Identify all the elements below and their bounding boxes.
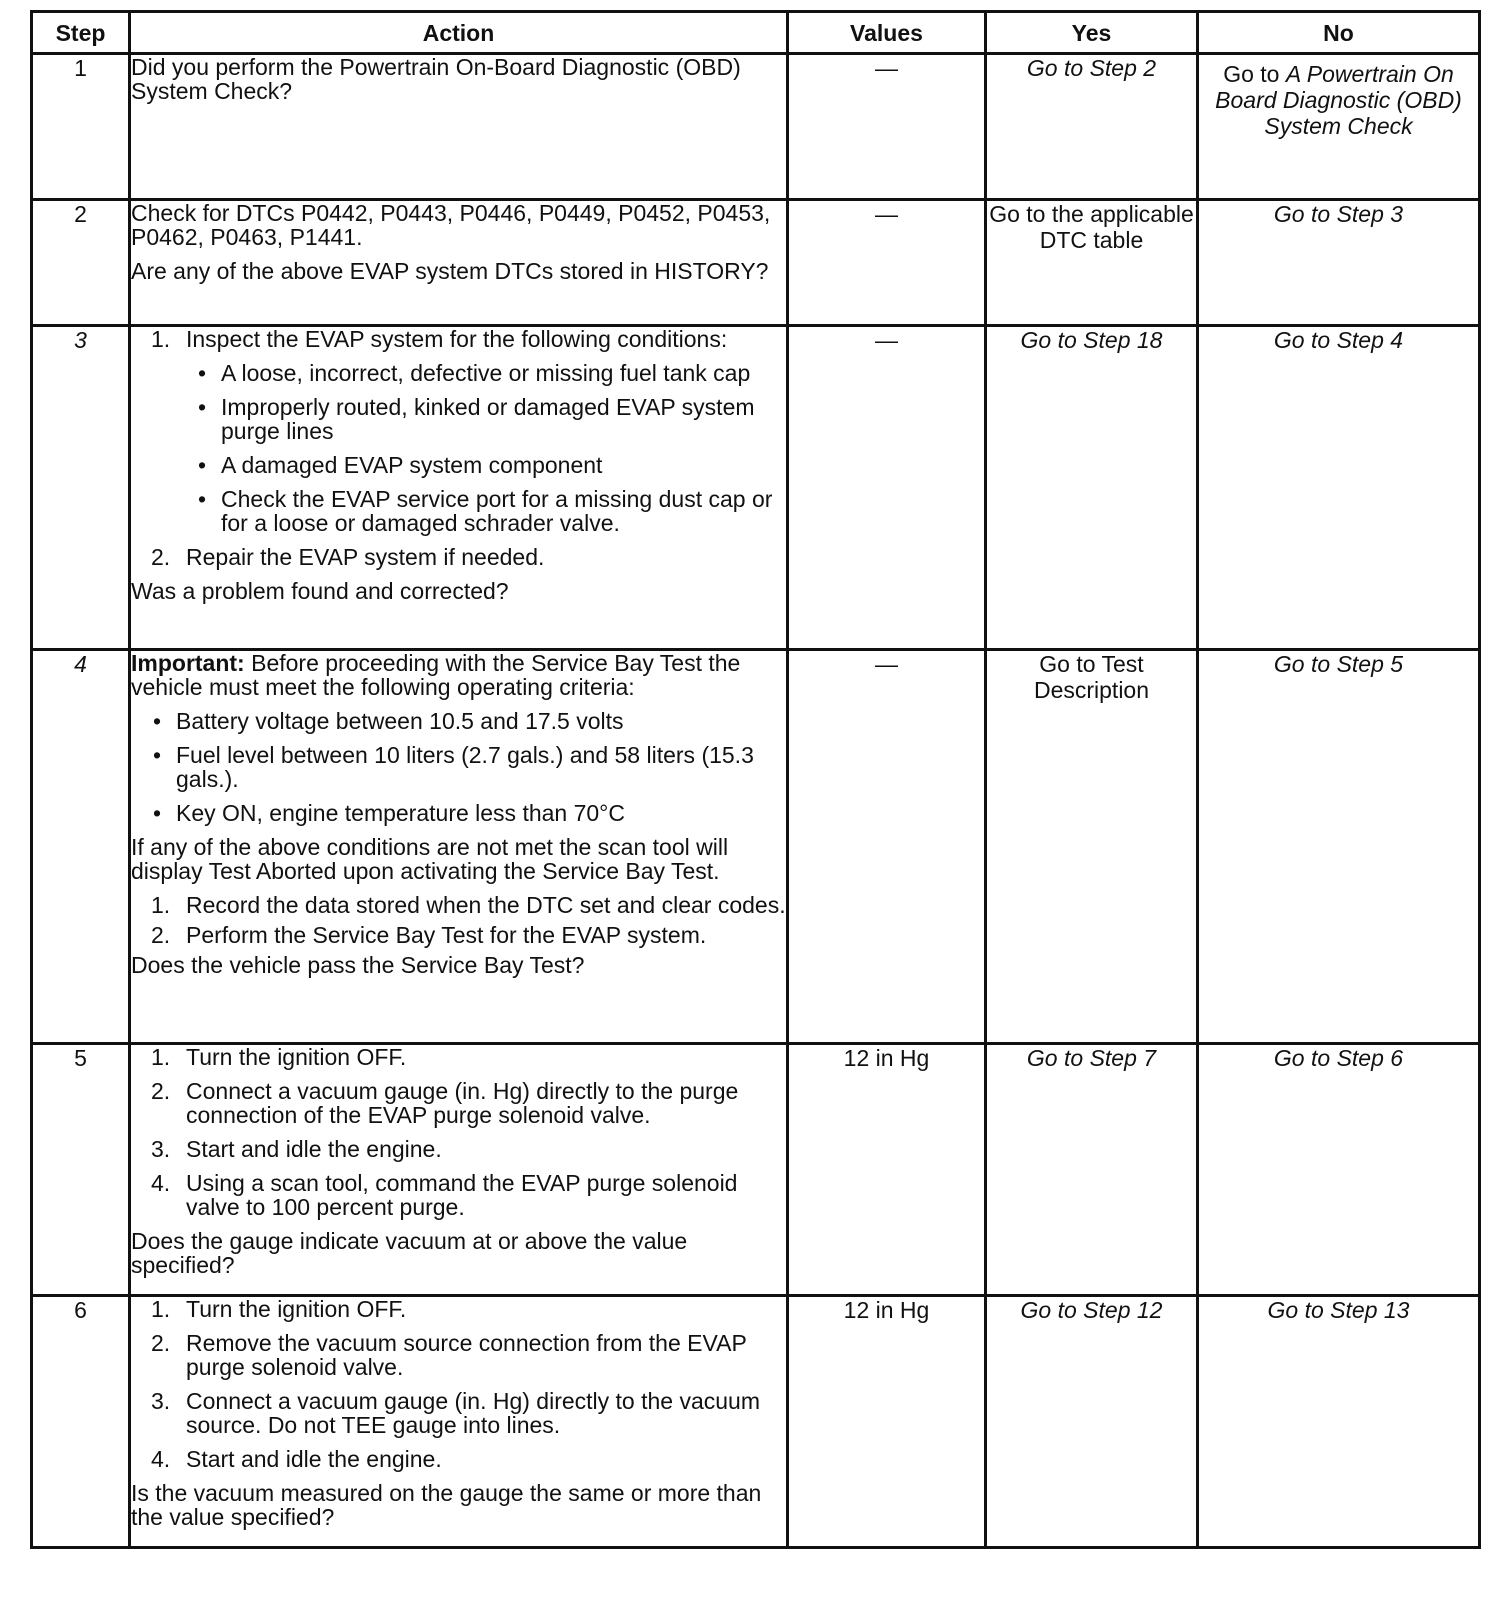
action-steps: [131, 1045, 786, 1219]
important-note: [131, 651, 786, 699]
list-text: Record the data stored when the DTC set and clear codes.: [186, 892, 786, 918]
list-text: Perform the Service Bay Test for the EVAP system.: [186, 922, 707, 948]
value-cell: —: [788, 650, 986, 1044]
condition-list: [186, 361, 786, 535]
table-row-step-2: [32, 200, 1480, 326]
list-item: [186, 453, 786, 477]
list-number: 2.: [151, 1078, 171, 1104]
list-number: 2.: [151, 544, 171, 570]
bullet-icon: •: [153, 742, 162, 768]
step-number: 2: [32, 200, 130, 326]
step-number: 3: [32, 326, 130, 650]
no-cell: [1198, 54, 1480, 200]
list-text: Start and idle the engine.: [186, 1136, 442, 1162]
action-cell: [130, 1296, 788, 1548]
list-item: [131, 1389, 786, 1437]
list-text: A loose, incorrect, defective or missing fuel tank cap: [221, 360, 751, 386]
list-item: [131, 923, 786, 947]
action-question: Was a problem found and corrected?: [131, 578, 509, 604]
header-values: Values: [788, 12, 986, 54]
list-number: 3.: [151, 1136, 171, 1162]
step-number: 4: [32, 650, 130, 1044]
list-item: [131, 1447, 786, 1471]
list-item: [186, 361, 786, 385]
list-item: [131, 743, 786, 791]
list-text: Inspect the EVAP system for the following conditions:: [186, 326, 728, 352]
list-text: Check the EVAP service port for a missing dust cap or for a loose or damaged schrader valve.: [221, 486, 773, 536]
table-row-step-4: [32, 650, 1480, 1044]
diagnostic-table: [30, 10, 1481, 1549]
list-item: [131, 1171, 786, 1219]
list-text: Start and idle the engine.: [186, 1446, 442, 1472]
action-cell: [130, 200, 788, 326]
value-cell: 12 in Hg: [788, 1296, 986, 1548]
important-text: Before proceeding with the Service Bay Test the vehicle must meet the following operating criteria:: [131, 650, 741, 700]
yes-cell: Go to Step 18: [986, 326, 1198, 650]
list-text: Key ON, engine temperature less than 70°C: [176, 800, 625, 826]
list-text: Repair the EVAP system if needed.: [186, 544, 545, 570]
table-row-step-6: [32, 1296, 1480, 1548]
list-number: 1.: [151, 1296, 171, 1322]
list-number: 3.: [151, 1388, 171, 1414]
list-item: [131, 1079, 786, 1127]
no-cell: Go to Step 6: [1198, 1044, 1480, 1296]
list-text: Remove the vacuum source connection from the EVAP purge solenoid valve.: [186, 1330, 747, 1380]
action-question: Are any of the above EVAP system DTCs stored in HISTORY?: [131, 258, 769, 284]
list-number: 1.: [151, 326, 171, 352]
bullet-icon: •: [198, 394, 207, 420]
action-question: Is the vacuum measured on the gauge the same or more than the value specified?: [131, 1480, 762, 1530]
bullet-icon: •: [153, 800, 162, 826]
bullet-icon: •: [198, 452, 207, 478]
list-item: [186, 395, 786, 443]
list-item: [131, 709, 786, 733]
list-number: 1.: [151, 1044, 171, 1070]
value-cell: 12 in Hg: [788, 1044, 986, 1296]
bullet-icon: •: [198, 486, 207, 512]
list-text: Fuel level between 10 liters (2.7 gals.) and 58 liters (15.3 gals.).: [176, 742, 754, 792]
header-yes: Yes: [986, 12, 1198, 54]
table-row-step-5: [32, 1044, 1480, 1296]
list-number: 4.: [151, 1446, 171, 1472]
action-cell: [130, 326, 788, 650]
list-number: 1.: [151, 892, 171, 918]
list-item: [131, 545, 786, 569]
no-cell: Go to Step 4: [1198, 326, 1480, 650]
step-number: 5: [32, 1044, 130, 1296]
action-note: If any of the above conditions are not met the scan tool will display Test Aborted upon activating the Service Bay Test.: [131, 834, 729, 884]
action-question: Does the gauge indicate vacuum at or above the value specified?: [131, 1228, 688, 1278]
action-text: Check for DTCs P0442, P0443, P0446, P0449, P0452, P0453, P0462, P0463, P1441.: [131, 200, 771, 250]
header-step: Step: [32, 12, 130, 54]
list-text: Connect a vacuum gauge (in. Hg) directly to the vacuum source. Do not TEE gauge into lines.: [186, 1388, 761, 1438]
header-row: [32, 12, 1480, 54]
value-cell: —: [788, 54, 986, 200]
list-item: [131, 1331, 786, 1379]
list-item: [131, 1137, 786, 1161]
no-reference: A Powertrain On Board Diagnostic (OBD) System Check: [1215, 61, 1462, 139]
yes-cell: Go to the applicable DTC table: [986, 200, 1198, 326]
list-item: [131, 327, 786, 535]
action-text: Did you perform the Powertrain On-Board Diagnostic (OBD) System Check?: [131, 54, 741, 104]
header-no: No: [1198, 12, 1480, 54]
bullet-icon: •: [153, 708, 162, 734]
action-cell: [130, 1044, 788, 1296]
no-cell: Go to Step 3: [1198, 200, 1480, 326]
list-text: Improperly routed, kinked or damaged EVAP system purge lines: [221, 394, 755, 444]
no-prefix: Go to: [1223, 61, 1280, 87]
value-cell: —: [788, 326, 986, 650]
list-text: Battery voltage between 10.5 and 17.5 volts: [176, 708, 624, 734]
table-row-step-3: [32, 326, 1480, 650]
bullet-icon: •: [198, 360, 207, 386]
list-item: [131, 801, 786, 825]
yes-cell: Go to Step 2: [986, 54, 1198, 200]
yes-cell: Go to Test Description: [986, 650, 1198, 1044]
action-steps: [131, 1297, 786, 1471]
step-number: 1: [32, 54, 130, 200]
yes-cell: Go to Step 7: [986, 1044, 1198, 1296]
list-text: Turn the ignition OFF.: [186, 1044, 407, 1070]
yes-cell: Go to Step 12: [986, 1296, 1198, 1548]
no-cell: Go to Step 13: [1198, 1296, 1480, 1548]
list-text: Connect a vacuum gauge (in. Hg) directly to the purge connection of the EVAP purge solenoid valve.: [186, 1078, 739, 1128]
action-cell: [130, 54, 788, 200]
no-cell: Go to Step 5: [1198, 650, 1480, 1044]
list-item: [186, 487, 786, 535]
important-label: Important:: [131, 650, 245, 676]
action-question: Does the vehicle pass the Service Bay Test?: [131, 952, 585, 978]
action-steps: [131, 327, 786, 569]
list-text: A damaged EVAP system component: [221, 452, 603, 478]
list-item: [131, 893, 786, 917]
value-cell: —: [788, 200, 986, 326]
list-number: 2.: [151, 922, 171, 948]
action-cell: [130, 650, 788, 1044]
list-number: 4.: [151, 1170, 171, 1196]
table-row-step-1: [32, 54, 1480, 200]
criteria-list: [131, 709, 786, 825]
action-steps: [131, 893, 786, 947]
step-number: 6: [32, 1296, 130, 1548]
list-item: [131, 1045, 786, 1069]
list-item: [131, 1297, 786, 1321]
list-text: Using a scan tool, command the EVAP purge solenoid valve to 100 percent purge.: [186, 1170, 738, 1220]
list-text: Turn the ignition OFF.: [186, 1296, 407, 1322]
list-number: 2.: [151, 1330, 171, 1356]
header-action: Action: [130, 12, 788, 54]
